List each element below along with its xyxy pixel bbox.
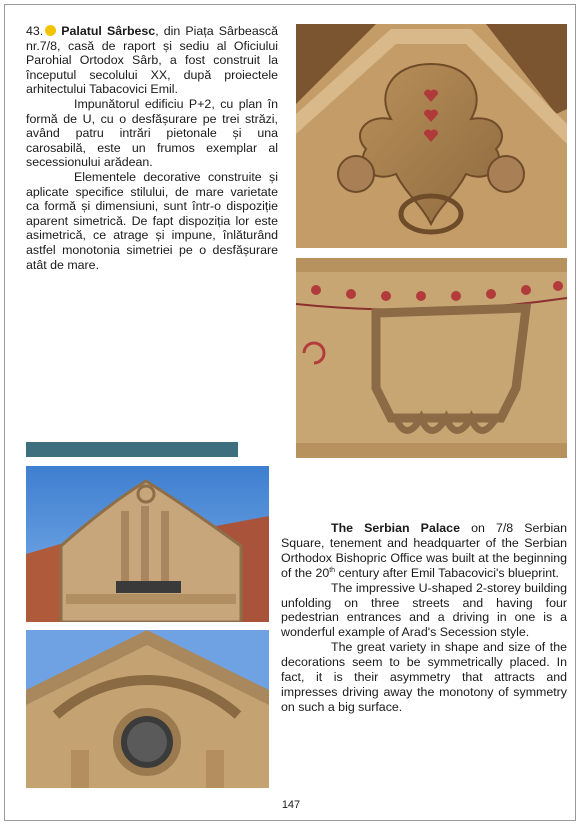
ro-paragraph-3: Elementele decorative construite și aplicate specifice stilului, de mare varietate ca formă și dimensiuni, sunt într-o dispoziție aparent simetrică. De fapt dispoziția lor este asimetrică, ce atrage și impune, înlăturând astfel monotonia simetriei pe o desfășurare atât de mare. — [26, 169, 278, 272]
ro-paragraph-1 — [26, 24, 278, 97]
item-number: 43. — [26, 24, 44, 38]
en-paragraph-2: The impressive U-shaped 2-storey building unfolding on three streets and having four pedestrian entrances and a driving in one is a wonderful example of Arad's Secession style. — [281, 580, 567, 640]
photo-round-window — [26, 630, 269, 788]
en-paragraph-3: The great variety in shape and size of the decorations seem to be symmetrically placed. In fact, it is their asymmetry that attracts and impresses driving away the monotony of symmetry on such a big surface. — [281, 640, 567, 714]
page-number: 147 — [281, 799, 301, 811]
photo-wall-garland — [296, 258, 567, 458]
en-title: The Serbian Palace — [331, 521, 460, 535]
bullet-dot-icon — [45, 25, 56, 36]
english-text — [281, 521, 567, 715]
en-paragraph-1 — [281, 521, 567, 581]
ro-title: Palatul Sârbesc — [61, 24, 156, 38]
ro-paragraph-2: Impunătorul edificiu P+2, cu plan în formă de U, cu o desfășurare pe trei străzi, având patru intrări pietonale și una carosabilă, este un frumos exemplar al secessionului arădean. — [26, 96, 278, 170]
photo-building-gable — [26, 466, 269, 622]
romanian-text — [26, 24, 278, 272]
ro-p1-text: , din Piața Sârbească nr.7/8, casă de raport și sediu al Oficiului Parohial Ortodox Sârb, a fost construit la începutul secolului XX, după proiectele arhitectului Tabacovici Emil. — [26, 24, 278, 97]
photo-pediment-ornament — [296, 24, 567, 248]
en-p1-text-b: century after Emil Tabacovici's blueprint. — [335, 565, 559, 580]
accent-bar — [26, 442, 238, 457]
en-p1-text-a: on 7/8 Serbian Square, tenement and headquarter of the Serbian Orthodox Bishopric Office was built at the beginning of the 20 — [281, 521, 567, 580]
en-p1-sup: th — [329, 566, 336, 574]
